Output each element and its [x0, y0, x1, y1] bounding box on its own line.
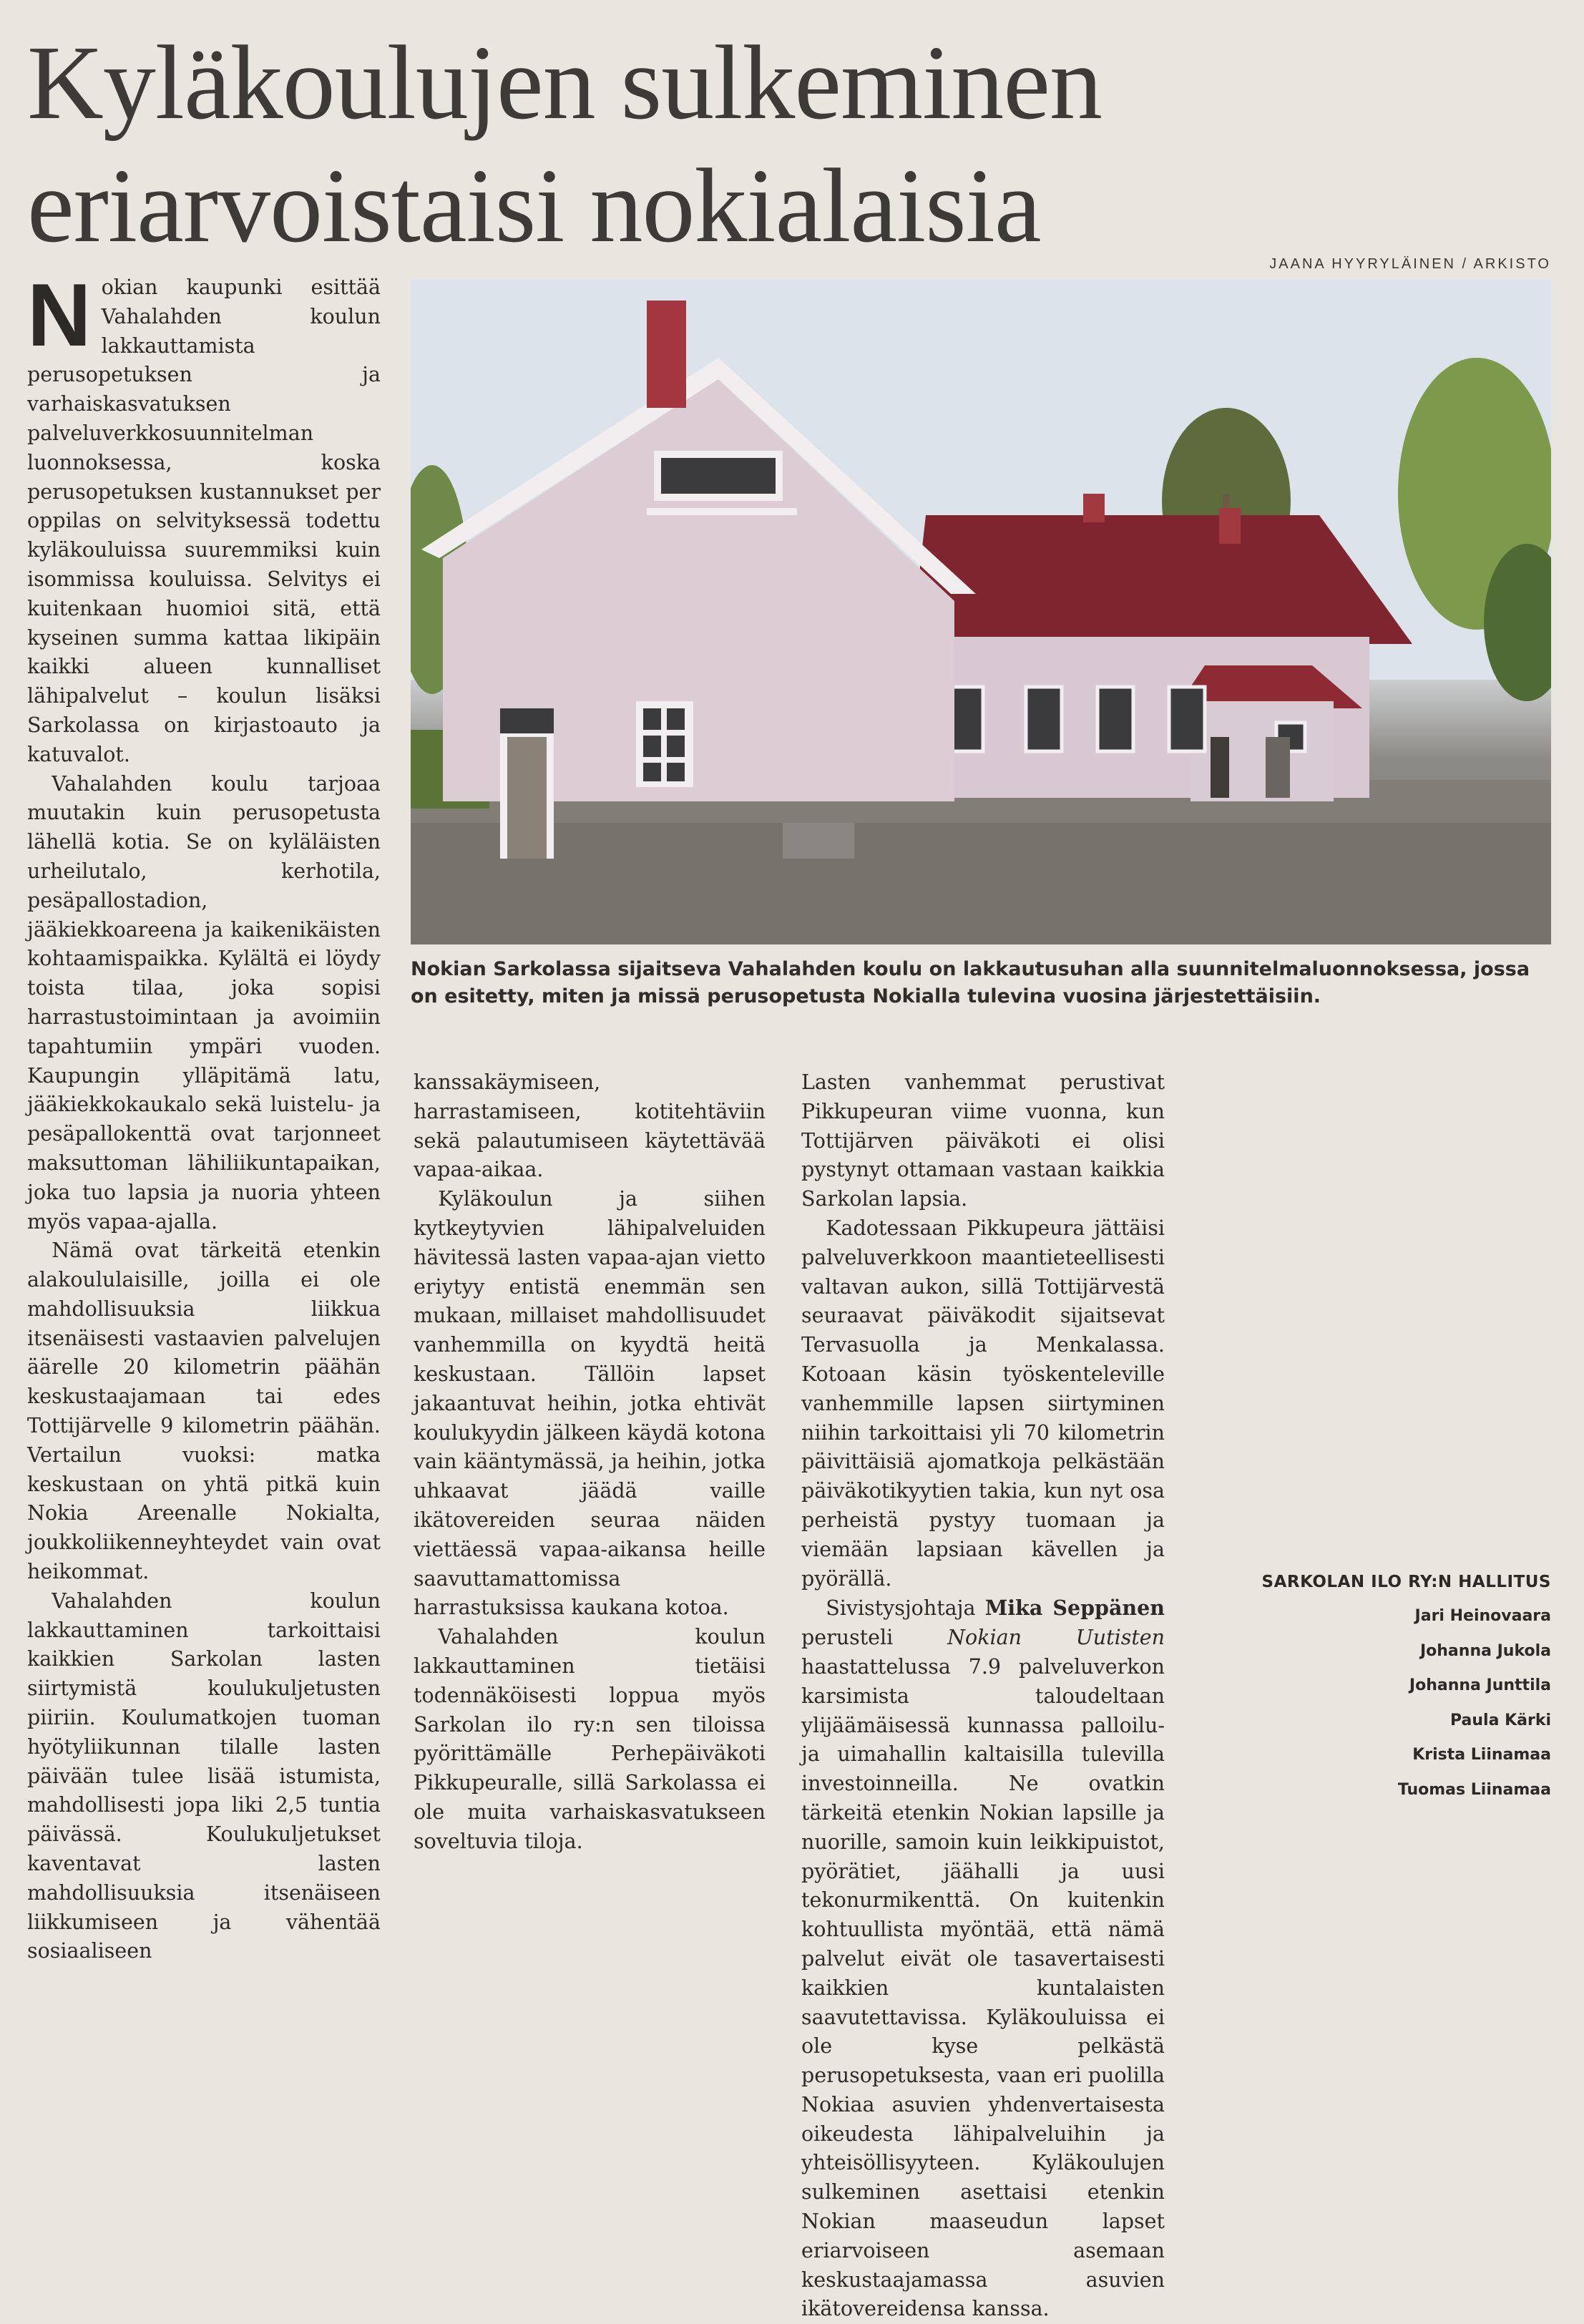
headline: [27, 21, 1315, 268]
school-photo: [411, 279, 1551, 944]
signoff-name: Krista Liinamaa: [1412, 1746, 1551, 1764]
paragraph-1: [27, 266, 381, 770]
paragraph-9: [801, 1593, 1165, 2324]
paragraph-9-text: haastattelussa 7.9 palveluverkon karsimista taloudeltaan ylijäämäisessä kunnassa palloilu- ja uimahallin kaltaisilla tulevilla investoinneilla. Ne ovatkin tärkeitä etenkin Nokian lapsille ja nuorille, samoin kuin leikkipuistot, pyörätiet, jäähalli ja uusi tekonurmikenttä. On kuitenkin kohtuullista myöntää, että nämä palvelut eivät ole tasavertaisesti kaikkien kuntalaisten saavutettavissa. Kyläkouluissa ei ole kyse pelkästä perusopetuksesta, vaan eri puolilla Nokiaa asuvien yhdenvertaisesta oikeudesta lähipalveluihin ja yhteisöllisyyteen. Kyläkoulujen sulkeminen asettaisi etenkin Nokian maaseudun lapset eriarvoiseen asemaan keskustaajamassa asuvien ikätovereidensa kanssa.: [801, 1654, 1165, 2321]
paragraph-7: Lasten vanhemmat perustivat Pikkupeuran viime vuonna, kun Tottijärven päiväkoti ei olisi pystynyt ottamaan vastaan kaikkia Sarkolan lapsia.: [801, 1070, 1165, 1211]
newspaper-name: Nokian Uutisten: [947, 1626, 1165, 1650]
photo-caption: Nokian Sarkolassa sijaitseva Vahalahden koulu on lakkautusuhan alla suunnitelmaluonnoksessa, jossa on esitetty, miten ja missä perusopetusta Nokialla tulevina vuosina järjestettäisiin.: [411, 958, 1530, 1007]
headline-line-2: eriarvoistaisi nokialaisia: [27, 147, 1041, 265]
paragraph-2: Vahalahden koulu tarjoaa muutakin kuin perusopetusta lähellä kotia. Se on kyläläisten urheilutalo, kerhotila, pesäpallostadion, jääkiekkoareena ja kaikenikäisten kohtaamispaikka. Kylältä ei löydy toista tilaa, joka sopisi harrastustoimintaan ja avoimiin tapahtumiin ympäri vuoden. Kaupungin ylläpitämä latu, jääkiekkokaukalo sekä luistelu- ja pesäpallokenttä ovat tarjonneet maksuttoman lähiliikuntapaikan, joka tuo lapsia ja nuoria yhteen myös vapaa-ajalla.: [27, 771, 381, 1234]
paragraph-1-text: okian kaupunki esittää Vahalahden koulun lakkauttamista perusopetuksen ja varhaiskasvatuksen palveluverkkosuunnitelman luonnoksessa, koska perusopetuksen kustannukset per oppilas on selvityksessä todettu kyläkouluissa suuremmiksi kuin isommissa kouluissa. Selvitys ei kuitenkaan huomioi sitä, että kyseinen summa kattaa likipäin kaikki alueen kunnalliset lähipalvelut – koulun lisäksi Sarkolassa on kirjastoauto ja katuvalot.: [27, 275, 381, 766]
paragraph-4-continued: kanssakäymiseen, harrastamiseen, kotitehtäviin sekä palautumiseen käytettävää vapaa-aikaa.: [414, 1070, 766, 1182]
signoff-name: Johanna Junttila: [1409, 1676, 1551, 1694]
paragraph-6: Vahalahden koulun lakkauttaminen tietäisi todennäköisesti loppua myös Sarkolan ilo ry:n sen tiloissa pyörittämälle Perhepäiväkoti Pikkupeuralle, sillä Sarkolassa ei ole muita varhaiskasvatukseen soveltuvia tiloja.: [414, 1625, 766, 1853]
article-column-1: [27, 266, 381, 1966]
paragraph-3: Nämä ovat tärkeitä etenkin alakoululaisille, joilla ei ole mahdollisuuksia liikkua itsenäisesti vastaavien palvelujen äärelle 20 kilometrin päähän keskustaajamaan tai edes Tottijärvelle 9 kilometrin päähän. Vertailun vuoksi: matka keskustaan on yhtä pitkä kuin Nokia Areenalle Nokialta, joukkoliikenneyhteydet vain ovat heikommat.: [27, 1239, 381, 1584]
paragraph-8: Kadotessaan Pikkupeura jättäisi palveluverkkoon maantieteellisesti valtavan aukon, sillä Tottijärvestä seuraavat päiväkodit sijaitsevat Tervasuolla ja Menkalassa. Kotoaan käsin työskenteleville vanhemmille lapsen siirtyminen niihin tarkoittaisi yli 70 kilometrin päivittäisiä ajomatkoja pelkästään päiväkotikyytien takia, kun nyt osa perheistä pystyy tuomaan ja viemään lapsiaan kävellen ja pyörällä.: [801, 1216, 1165, 1591]
headline-line-1: Kyläkoulujen sulkeminen: [27, 24, 1102, 142]
signoff-name: Tuomas Liinamaa: [1397, 1780, 1551, 1799]
paragraph-5: Kyläkoulun ja siihen kytkeytyvien lähipalveluiden hävitessä lasten vapaa-ajan vietto eriytyy entistä enemmän sen mukaan, millaiset mahdollisuudet vanhemmilla on kyydtä heitä keskustaan. Tällöin lapset jakaantuvat heihin, jotka ehtivät koulukyydin jälkeen käydä kotona vain kääntymässä, ja heihin, jotka uhkaavat jäädä vaille ikätovereiden seuraa näiden viettäessä vapaa-aikansa heille saavuttamattomissa harrastuksissa kaukana kotoa.: [414, 1187, 766, 1620]
signoff-name: Jari Heinovaara: [1414, 1607, 1551, 1625]
signoff-name: Johanna Jukola: [1419, 1641, 1551, 1660]
paragraph-9-verb: perusteli: [801, 1626, 894, 1650]
paragraph-9-lead: Sivistysjohtaja: [826, 1596, 976, 1621]
signoff-organization: SARKOLAN ILO RY:N HALLITUS: [1261, 1573, 1551, 1591]
person-name: Mika Seppänen: [984, 1596, 1165, 1621]
article-column-3: [801, 1068, 1165, 2324]
article-column-2: [414, 1068, 766, 1857]
paragraph-4: Vahalahden koulun lakkauttaminen tarkoittaisi kaikkien Sarkolan lasten siirtymistä koulukuljetusten piiriin. Koulumatkojen tuoman hyötyliikunnan tilalle lasten päivään tulee lisää istumista, mahdollisesti jopa liki 2,5 tuntia päivässä. Koulukuljetukset kaventavat lasten mahdollisuuksia itsenäiseen liikkumiseen ja vähentää sosiaaliseen: [27, 1588, 381, 1963]
photo-credit: JAANA HYYRYLÄINEN / ARKISTO: [1269, 256, 1551, 272]
drop-cap: N: [27, 266, 92, 365]
signoff: [1199, 1562, 1551, 1807]
signoff-name: Paula Kärki: [1449, 1711, 1551, 1729]
